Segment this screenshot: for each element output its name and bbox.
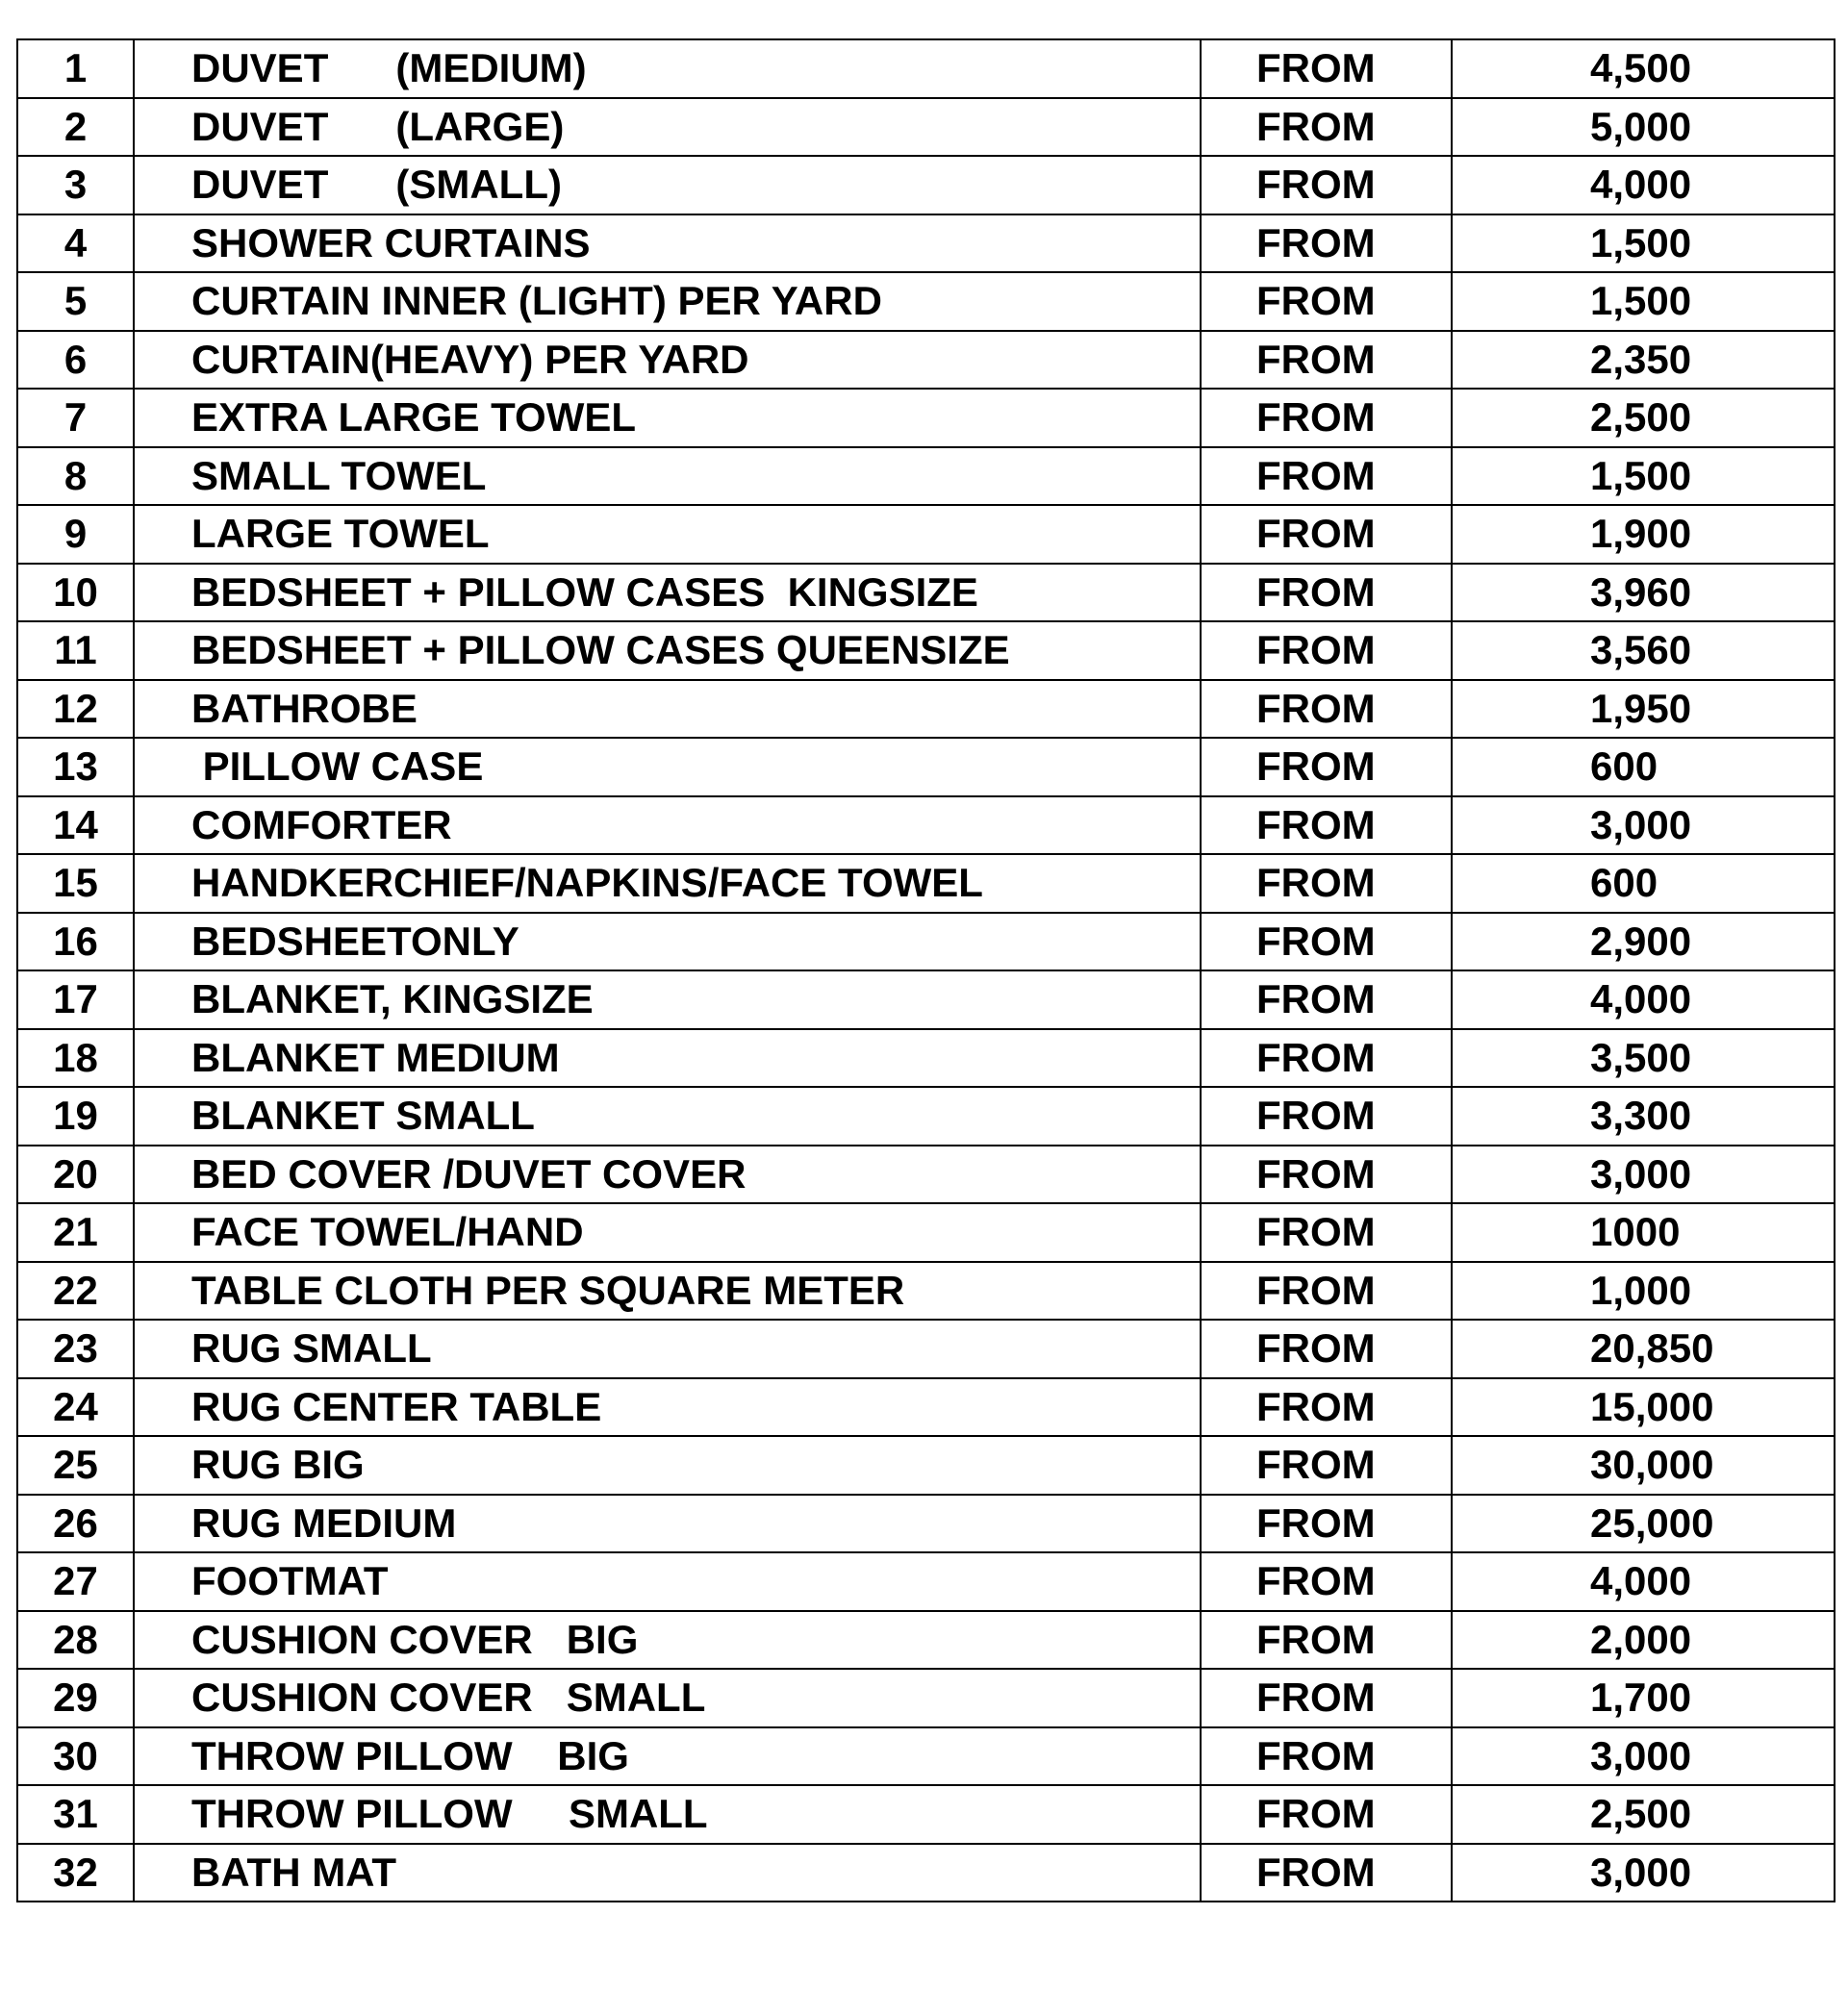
table-row	[17, 447, 1835, 506]
table-row	[17, 505, 1835, 564]
table-row	[17, 1146, 1835, 1204]
from-label: FROM	[1201, 1727, 1452, 1786]
from-label: FROM	[1201, 854, 1452, 913]
table-row	[17, 272, 1835, 331]
table-row	[17, 621, 1835, 680]
item-price: 3,560	[1452, 621, 1835, 680]
item-price: 2,000	[1452, 1611, 1835, 1670]
from-label: FROM	[1201, 1669, 1452, 1727]
price-table-body	[17, 39, 1835, 1902]
row-number: 11	[17, 621, 134, 680]
item-name: BATH MAT	[134, 1844, 1201, 1902]
row-number: 29	[17, 1669, 134, 1727]
from-label: FROM	[1201, 621, 1452, 680]
from-label: FROM	[1201, 1611, 1452, 1670]
row-number: 3	[17, 156, 134, 214]
price-table	[16, 38, 1835, 1902]
item-price: 1,950	[1452, 680, 1835, 739]
table-row	[17, 1785, 1835, 1844]
table-row	[17, 39, 1835, 98]
item-price: 1,000	[1452, 1262, 1835, 1321]
from-label: FROM	[1201, 1436, 1452, 1495]
from-label: FROM	[1201, 331, 1452, 390]
row-number: 12	[17, 680, 134, 739]
from-label: FROM	[1201, 913, 1452, 971]
row-number: 23	[17, 1320, 134, 1378]
item-price: 25,000	[1452, 1495, 1835, 1553]
item-name: DUVET (SMALL)	[134, 156, 1201, 214]
item-name: RUG CENTER TABLE	[134, 1378, 1201, 1437]
row-number: 31	[17, 1785, 134, 1844]
row-number: 26	[17, 1495, 134, 1553]
table-row	[17, 1727, 1835, 1786]
row-number: 17	[17, 970, 134, 1029]
table-row	[17, 1087, 1835, 1146]
item-name: CUSHION COVER BIG	[134, 1611, 1201, 1670]
table-row	[17, 564, 1835, 622]
item-name: DUVET (MEDIUM)	[134, 39, 1201, 98]
table-row	[17, 1611, 1835, 1670]
item-name: EXTRA LARGE TOWEL	[134, 389, 1201, 447]
item-price: 2,500	[1452, 389, 1835, 447]
item-price: 30,000	[1452, 1436, 1835, 1495]
table-row	[17, 1552, 1835, 1611]
item-price: 3,000	[1452, 796, 1835, 855]
item-price: 1,500	[1452, 447, 1835, 506]
table-row	[17, 1029, 1835, 1088]
from-label: FROM	[1201, 1320, 1452, 1378]
item-name: SHOWER CURTAINS	[134, 214, 1201, 273]
table-row	[17, 98, 1835, 157]
from-label: FROM	[1201, 39, 1452, 98]
item-name: FOOTMAT	[134, 1552, 1201, 1611]
item-price: 15,000	[1452, 1378, 1835, 1437]
table-row	[17, 680, 1835, 739]
from-label: FROM	[1201, 1785, 1452, 1844]
row-number: 22	[17, 1262, 134, 1321]
item-price: 2,500	[1452, 1785, 1835, 1844]
from-label: FROM	[1201, 1203, 1452, 1262]
item-name: DUVET (LARGE)	[134, 98, 1201, 157]
item-name: SMALL TOWEL	[134, 447, 1201, 506]
from-label: FROM	[1201, 272, 1452, 331]
table-row	[17, 1495, 1835, 1553]
item-name: CUSHION COVER SMALL	[134, 1669, 1201, 1727]
row-number: 24	[17, 1378, 134, 1437]
table-row	[17, 913, 1835, 971]
table-row	[17, 389, 1835, 447]
table-row	[17, 970, 1835, 1029]
item-name: BEDSHEET + PILLOW CASES KINGSIZE	[134, 564, 1201, 622]
row-number: 4	[17, 214, 134, 273]
item-name: BLANKET, KINGSIZE	[134, 970, 1201, 1029]
table-row	[17, 1436, 1835, 1495]
from-label: FROM	[1201, 970, 1452, 1029]
from-label: FROM	[1201, 796, 1452, 855]
from-label: FROM	[1201, 98, 1452, 157]
from-label: FROM	[1201, 389, 1452, 447]
item-name: HANDKERCHIEF/NAPKINS/FACE TOWEL	[134, 854, 1201, 913]
row-number: 9	[17, 505, 134, 564]
item-price: 4,000	[1452, 1552, 1835, 1611]
price-list-sheet	[16, 38, 1834, 1902]
table-row	[17, 854, 1835, 913]
row-number: 10	[17, 564, 134, 622]
item-price: 5,000	[1452, 98, 1835, 157]
item-name: THROW PILLOW SMALL	[134, 1785, 1201, 1844]
item-name: BLANKET MEDIUM	[134, 1029, 1201, 1088]
item-price: 600	[1452, 738, 1835, 796]
row-number: 1	[17, 39, 134, 98]
item-price: 3,000	[1452, 1146, 1835, 1204]
from-label: FROM	[1201, 1844, 1452, 1902]
item-price: 2,900	[1452, 913, 1835, 971]
row-number: 18	[17, 1029, 134, 1088]
row-number: 15	[17, 854, 134, 913]
item-name: CURTAIN INNER (LIGHT) PER YARD	[134, 272, 1201, 331]
from-label: FROM	[1201, 564, 1452, 622]
row-number: 20	[17, 1146, 134, 1204]
item-name: FACE TOWEL/HAND	[134, 1203, 1201, 1262]
from-label: FROM	[1201, 1087, 1452, 1146]
from-label: FROM	[1201, 738, 1452, 796]
table-row	[17, 738, 1835, 796]
from-label: FROM	[1201, 1552, 1452, 1611]
row-number: 13	[17, 738, 134, 796]
item-price: 2,350	[1452, 331, 1835, 390]
table-row	[17, 1378, 1835, 1437]
row-number: 5	[17, 272, 134, 331]
item-name: THROW PILLOW BIG	[134, 1727, 1201, 1786]
item-name: PILLOW CASE	[134, 738, 1201, 796]
row-number: 14	[17, 796, 134, 855]
item-name: RUG MEDIUM	[134, 1495, 1201, 1553]
row-number: 32	[17, 1844, 134, 1902]
from-label: FROM	[1201, 214, 1452, 273]
row-number: 27	[17, 1552, 134, 1611]
item-price: 1,500	[1452, 272, 1835, 331]
item-price: 1000	[1452, 1203, 1835, 1262]
table-row	[17, 1669, 1835, 1727]
item-name: BEDSHEETONLY	[134, 913, 1201, 971]
row-number: 21	[17, 1203, 134, 1262]
from-label: FROM	[1201, 1262, 1452, 1321]
from-label: FROM	[1201, 1378, 1452, 1437]
from-label: FROM	[1201, 680, 1452, 739]
from-label: FROM	[1201, 1146, 1452, 1204]
from-label: FROM	[1201, 156, 1452, 214]
row-number: 19	[17, 1087, 134, 1146]
table-row	[17, 796, 1835, 855]
row-number: 25	[17, 1436, 134, 1495]
row-number: 6	[17, 331, 134, 390]
table-row	[17, 156, 1835, 214]
item-name: BED COVER /DUVET COVER	[134, 1146, 1201, 1204]
item-price: 4,500	[1452, 39, 1835, 98]
item-price: 3,500	[1452, 1029, 1835, 1088]
item-name: CURTAIN(HEAVY) PER YARD	[134, 331, 1201, 390]
table-row	[17, 1320, 1835, 1378]
row-number: 30	[17, 1727, 134, 1786]
row-number: 16	[17, 913, 134, 971]
table-row	[17, 1203, 1835, 1262]
from-label: FROM	[1201, 1495, 1452, 1553]
row-number: 8	[17, 447, 134, 506]
from-label: FROM	[1201, 505, 1452, 564]
table-row	[17, 1262, 1835, 1321]
item-price: 3,960	[1452, 564, 1835, 622]
item-name: BLANKET SMALL	[134, 1087, 1201, 1146]
item-name: RUG BIG	[134, 1436, 1201, 1495]
item-name: RUG SMALL	[134, 1320, 1201, 1378]
row-number: 2	[17, 98, 134, 157]
item-name: COMFORTER	[134, 796, 1201, 855]
item-price: 4,000	[1452, 156, 1835, 214]
table-row	[17, 1844, 1835, 1902]
item-name: LARGE TOWEL	[134, 505, 1201, 564]
item-price: 600	[1452, 854, 1835, 913]
item-price: 1,500	[1452, 214, 1835, 273]
item-price: 1,900	[1452, 505, 1835, 564]
item-price: 20,850	[1452, 1320, 1835, 1378]
row-number: 7	[17, 389, 134, 447]
item-price: 4,000	[1452, 970, 1835, 1029]
item-price: 1,700	[1452, 1669, 1835, 1727]
item-price: 3,300	[1452, 1087, 1835, 1146]
table-row	[17, 214, 1835, 273]
row-number: 28	[17, 1611, 134, 1670]
item-name: BATHROBE	[134, 680, 1201, 739]
item-name: BEDSHEET + PILLOW CASES QUEENSIZE	[134, 621, 1201, 680]
item-name: TABLE CLOTH PER SQUARE METER	[134, 1262, 1201, 1321]
table-row	[17, 331, 1835, 390]
item-price: 3,000	[1452, 1844, 1835, 1902]
item-price: 3,000	[1452, 1727, 1835, 1786]
from-label: FROM	[1201, 447, 1452, 506]
from-label: FROM	[1201, 1029, 1452, 1088]
